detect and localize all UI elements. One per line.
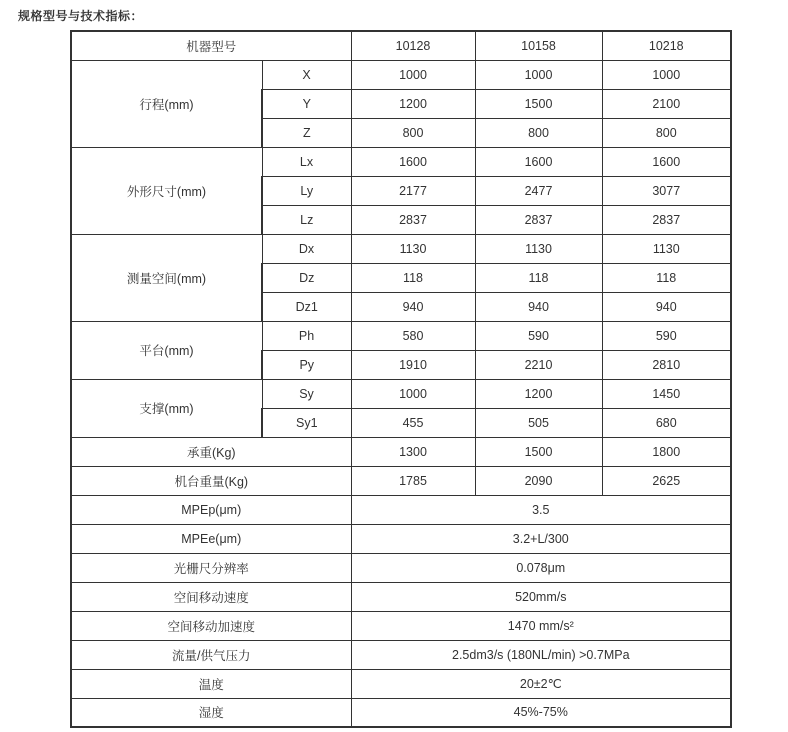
axis-label: Lz — [262, 205, 351, 234]
axis-label: Z — [262, 118, 351, 147]
value-cell: 3077 — [602, 176, 731, 205]
value-cell: 2837 — [475, 205, 602, 234]
table-row — [71, 698, 731, 727]
value-cell: 2810 — [602, 350, 731, 379]
model-header: 10128 — [351, 31, 475, 60]
axis-label: Ph — [262, 321, 351, 350]
table-row — [71, 379, 731, 408]
merged-value-cell: 45%-75% — [351, 698, 731, 727]
value-cell: 940 — [351, 292, 475, 321]
group-label: 支撑(mm) — [71, 379, 262, 437]
value-cell: 800 — [351, 118, 475, 147]
row-label: 空间移动加速度 — [71, 611, 351, 640]
value-cell: 800 — [475, 118, 602, 147]
table-row — [71, 437, 731, 466]
value-cell: 1000 — [475, 60, 602, 89]
axis-label: Dz1 — [262, 292, 351, 321]
value-cell: 1500 — [475, 437, 602, 466]
value-cell: 1600 — [475, 147, 602, 176]
merged-value-cell: 2.5dm3/s (180NL/min) >0.7MPa — [351, 640, 731, 669]
merged-value-cell: 1470 mm/s² — [351, 611, 731, 640]
value-cell: 1130 — [351, 234, 475, 263]
table-row — [71, 147, 731, 176]
table-row — [71, 611, 731, 640]
merged-value-cell: 0.078μm — [351, 553, 731, 582]
value-cell: 1600 — [602, 147, 731, 176]
table-row — [71, 553, 731, 582]
merged-value-cell: 3.5 — [351, 495, 731, 524]
value-cell: 1785 — [351, 466, 475, 495]
value-cell: 1200 — [351, 89, 475, 118]
value-cell: 1600 — [351, 147, 475, 176]
value-cell: 2837 — [351, 205, 475, 234]
row-label: 光栅尺分辨率 — [71, 553, 351, 582]
value-cell: 940 — [475, 292, 602, 321]
value-cell: 1800 — [602, 437, 731, 466]
merged-value-cell: 520mm/s — [351, 582, 731, 611]
model-header: 10158 — [475, 31, 602, 60]
merged-value-cell: 3.2+L/300 — [351, 524, 731, 553]
value-cell: 1300 — [351, 437, 475, 466]
row-label: 温度 — [71, 669, 351, 698]
value-cell: 1130 — [602, 234, 731, 263]
value-cell: 800 — [602, 118, 731, 147]
value-cell: 590 — [475, 321, 602, 350]
value-cell: 118 — [475, 263, 602, 292]
value-cell: 1130 — [475, 234, 602, 263]
value-cell: 1000 — [602, 60, 731, 89]
axis-label: Dz — [262, 263, 351, 292]
table-row — [71, 234, 731, 263]
group-label: 平台(mm) — [71, 321, 262, 379]
table-row — [71, 669, 731, 698]
value-cell: 2477 — [475, 176, 602, 205]
table-row — [71, 466, 731, 495]
group-label: 测量空间(mm) — [71, 234, 262, 321]
table-row — [71, 640, 731, 669]
value-cell: 1000 — [351, 379, 475, 408]
axis-label: Sy — [262, 379, 351, 408]
header-row — [71, 31, 731, 60]
value-cell: 1910 — [351, 350, 475, 379]
header-label: 机器型号 — [71, 31, 351, 60]
page-title: 规格型号与技术指标： — [18, 9, 144, 23]
value-cell: 590 — [602, 321, 731, 350]
value-cell: 2837 — [602, 205, 731, 234]
group-label: 行程(mm) — [71, 60, 262, 147]
merged-value-cell: 20±2℃ — [351, 669, 731, 698]
table-row — [71, 495, 731, 524]
table-row — [71, 524, 731, 553]
value-cell: 2100 — [602, 89, 731, 118]
value-cell: 118 — [351, 263, 475, 292]
value-cell: 580 — [351, 321, 475, 350]
axis-label: Sy1 — [262, 408, 351, 437]
value-cell: 505 — [475, 408, 602, 437]
axis-label: Dx — [262, 234, 351, 263]
value-cell: 2177 — [351, 176, 475, 205]
axis-label: X — [262, 60, 351, 89]
value-cell: 1000 — [351, 60, 475, 89]
group-label: 外形尺寸(mm) — [71, 147, 262, 234]
row-label: 流量/供气压力 — [71, 640, 351, 669]
value-cell: 1500 — [475, 89, 602, 118]
row-label: 空间移动速度 — [71, 582, 351, 611]
row-label: 承重(Kg) — [71, 437, 351, 466]
table-row — [71, 321, 731, 350]
value-cell: 2210 — [475, 350, 602, 379]
row-label: 湿度 — [71, 698, 351, 727]
row-label: MPEp(μm) — [71, 495, 351, 524]
axis-label: Py — [262, 350, 351, 379]
row-label: MPEe(μm) — [71, 524, 351, 553]
axis-label: Y — [262, 89, 351, 118]
value-cell: 2625 — [602, 466, 731, 495]
model-header: 10218 — [602, 31, 731, 60]
axis-label: Ly — [262, 176, 351, 205]
spec-table — [70, 30, 732, 728]
axis-label: Lx — [262, 147, 351, 176]
value-cell: 455 — [351, 408, 475, 437]
value-cell: 118 — [602, 263, 731, 292]
value-cell: 680 — [602, 408, 731, 437]
table-row — [71, 60, 731, 89]
value-cell: 1450 — [602, 379, 731, 408]
value-cell: 2090 — [475, 466, 602, 495]
value-cell: 1200 — [475, 379, 602, 408]
row-label: 机台重量(Kg) — [71, 466, 351, 495]
spec-table-body — [71, 31, 731, 727]
table-row — [71, 582, 731, 611]
value-cell: 940 — [602, 292, 731, 321]
